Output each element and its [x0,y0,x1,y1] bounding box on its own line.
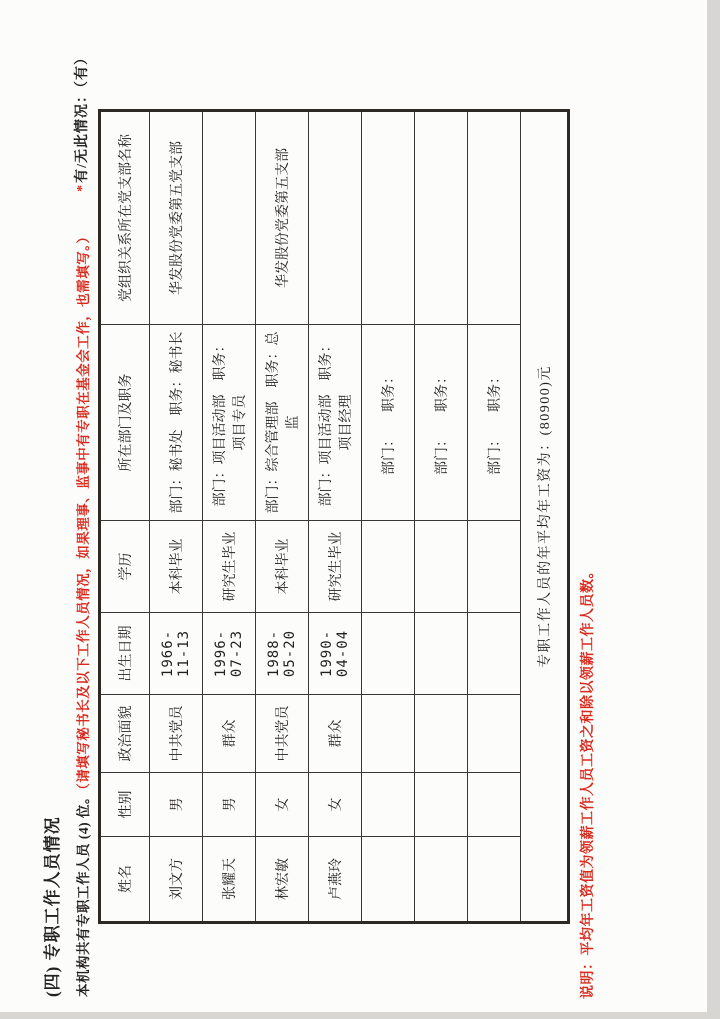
header-politics: 政治面貌 [100,695,150,773]
dept-line2: 项目经理 [339,394,354,451]
cell-birth [415,613,468,695]
cell-dept [468,325,521,521]
cell-education: 研究生毕业 [309,521,362,613]
cell-name [468,837,521,923]
cell-education: 本科毕业 [256,521,309,613]
cell-branch [362,111,415,325]
cell-name: 刘文方 [150,837,203,923]
average-salary-text: 专职工作人员的年平均年工资为：(80900)元 [521,111,569,923]
dept-line1: 部门：项目活动部 职务： [319,338,334,507]
cell-name: 卢燕玲 [309,837,362,923]
dept-line2: 项目专员 [233,394,248,451]
dept-line1: 部门：秘书处 职务：秘书长 [170,331,185,514]
cell-politics [362,695,415,773]
dept-line1: 部门： 职务： [382,370,397,475]
intro-line-black: 本机构共有专职工作人员 (4) 位。 [76,790,91,997]
cell-name [415,837,468,923]
header-education: 学历 [100,521,150,613]
table-row [150,111,203,923]
section-title: (四) 专职工作人员情况 [43,816,62,997]
has-situation-annotation [71,50,91,192]
cell-gender: 女 [256,773,309,837]
cell-education [362,521,415,613]
cell-dept [309,325,362,521]
cell-birth: 1988-05-20 [256,613,309,695]
cell-birth: 1990-04-04 [309,613,362,695]
cell-gender [415,773,468,837]
table-row [256,111,309,923]
dept-line1: 部门：项目活动部 职务： [213,338,228,507]
header-branch: 党组织关系所在党支部名称 [100,111,150,325]
cell-education [468,521,521,613]
cell-gender [468,773,521,837]
has-situation-text: 有/无此情况：（有） [75,50,90,183]
cell-branch [309,111,362,325]
header-dept: 所在部门及职务 [100,325,150,521]
table-row [362,111,415,923]
cell-dept [362,325,415,521]
staff-table [98,109,570,924]
cell-gender: 男 [150,773,203,837]
cell-branch: 华发股份党委第五支部 [256,111,309,325]
cell-birth [468,613,521,695]
dept-line1: 部门： 职务： [435,370,450,475]
table-row [203,111,256,923]
cell-politics [468,695,521,773]
cell-branch [468,111,521,325]
cell-politics: 群众 [203,695,256,773]
cell-birth: 1996-07-23 [203,613,256,695]
cell-branch: 华发股份党委第五党支部 [150,111,203,325]
dept-line1: 部门： 职务： [488,370,503,475]
intro-line-red-note: （请填写秘书长及以下工作人员情况，如果理事、监事中有专职在基金会工作，也需填写。） [76,229,91,790]
table-row [468,111,521,923]
cell-branch [203,111,256,325]
header-name: 姓名 [100,837,150,923]
intro-line [72,230,92,998]
cell-dept [203,325,256,521]
cell-politics [415,695,468,773]
average-salary-row [521,111,569,923]
cell-gender: 男 [203,773,256,837]
dept-line1: 部门：综合管理部 职务：总监 [266,331,301,514]
cell-politics: 群众 [309,695,362,773]
cell-birth: 1966-11-13 [150,613,203,695]
cell-birth [362,613,415,695]
header-birth: 出生日期 [100,613,150,695]
cell-name: 林宏敏 [256,837,309,923]
cell-gender [362,773,415,837]
cell-branch [415,111,468,325]
cell-education [415,521,468,613]
cell-education: 本科毕业 [150,521,203,613]
cell-dept [415,325,468,521]
header-gender: 性别 [100,773,150,837]
footer-note: 说明：平均年工资值为领薪工作人员工资之和除以领薪工作人员数。 [581,564,596,999]
cell-politics: 中共党员 [256,695,309,773]
cell-education: 研究生毕业 [203,521,256,613]
table-header-row [100,111,150,923]
cell-dept [256,325,309,521]
table-row [415,111,468,923]
table-row [309,111,362,923]
cell-name [362,837,415,923]
required-asterisk-icon: * [75,183,90,192]
cell-name: 张耀天 [203,837,256,923]
cell-dept [150,325,203,521]
cell-gender: 女 [309,773,362,837]
cell-politics: 中共党员 [150,695,203,773]
